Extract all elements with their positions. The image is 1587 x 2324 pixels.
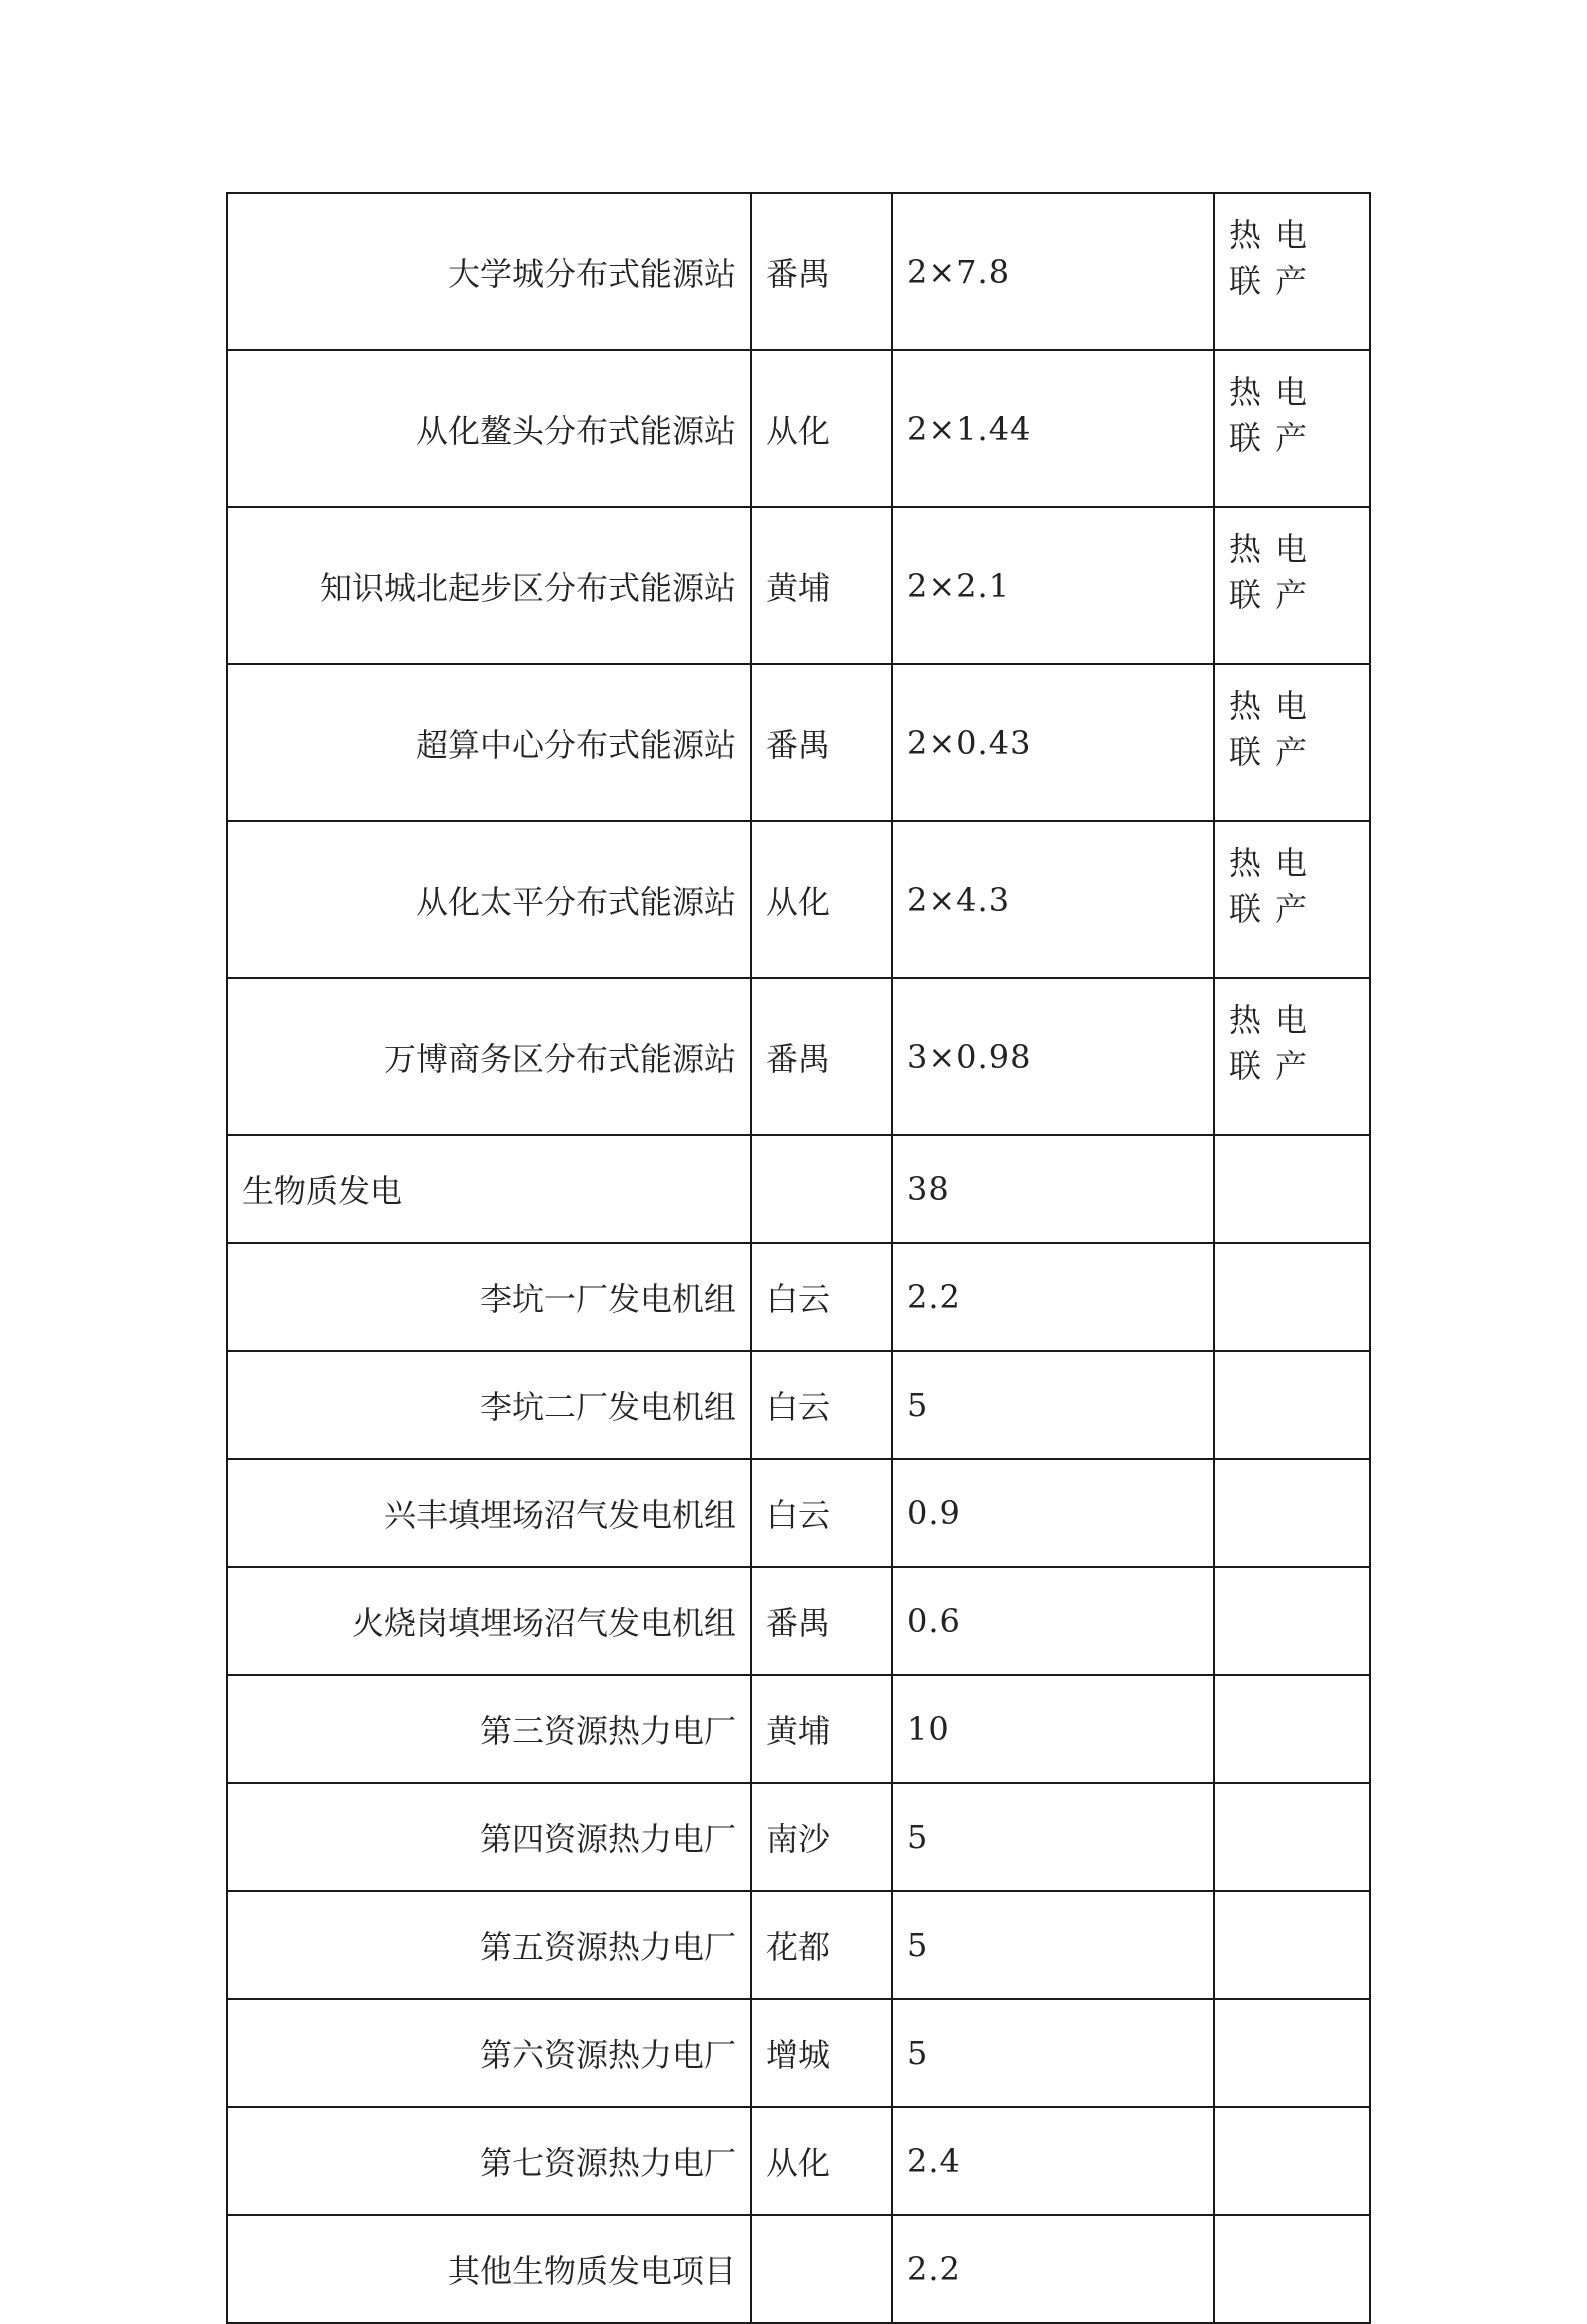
capacity-cell: 5 (892, 1783, 1214, 1891)
station-name-cell: 第七资源热力电厂 (227, 2107, 751, 2215)
capacity-cell: 0.9 (892, 1459, 1214, 1567)
station-name-cell: 万博商务区分布式能源站 (227, 978, 751, 1135)
capacity-cell: 5 (892, 1891, 1214, 1999)
district-cell: 番禺 (751, 978, 892, 1135)
note-cell (1214, 1999, 1370, 2107)
district-cell: 南沙 (751, 1783, 892, 1891)
station-name-cell: 第六资源热力电厂 (227, 1999, 751, 2107)
note-cell (1214, 1135, 1370, 1243)
capacity-cell: 0.6 (892, 1567, 1214, 1675)
capacity-cell: 2×4.3 (892, 821, 1214, 978)
capacity-cell: 2×7.8 (892, 193, 1214, 350)
table-row (227, 2215, 1370, 2323)
district-cell: 黄埔 (751, 507, 892, 664)
capacity-cell: 3×0.98 (892, 978, 1214, 1135)
capacity-cell: 2×1.44 (892, 350, 1214, 507)
table-row (227, 193, 1370, 350)
station-name-cell: 第三资源热力电厂 (227, 1675, 751, 1783)
capacity-cell: 2.2 (892, 2215, 1214, 2323)
district-cell (751, 2215, 892, 2323)
station-name-cell: 李坑二厂发电机组 (227, 1351, 751, 1459)
district-cell: 增城 (751, 1999, 892, 2107)
capacity-cell: 2.2 (892, 1243, 1214, 1351)
table-row (227, 978, 1370, 1135)
note-cell (1214, 1783, 1370, 1891)
station-name-cell: 超算中心分布式能源站 (227, 664, 751, 821)
district-cell: 白云 (751, 1351, 892, 1459)
note-cell (1214, 1351, 1370, 1459)
table-row (227, 1135, 1370, 1243)
station-name-cell: 从化太平分布式能源站 (227, 821, 751, 978)
capacity-cell: 38 (892, 1135, 1214, 1243)
note-cell: 热电联产 (1214, 978, 1370, 1135)
note-cell (1214, 2215, 1370, 2323)
table-row (227, 1351, 1370, 1459)
table-row (227, 507, 1370, 664)
note-cell: 热电联产 (1214, 350, 1370, 507)
table-row (227, 1783, 1370, 1891)
note-cell: 热电联产 (1214, 664, 1370, 821)
station-name-cell: 其他生物质发电项目 (227, 2215, 751, 2323)
table-row (227, 1243, 1370, 1351)
station-name-cell: 大学城分布式能源站 (227, 193, 751, 350)
station-name-cell: 第五资源热力电厂 (227, 1891, 751, 1999)
table-row (227, 1891, 1370, 1999)
station-name-cell: 知识城北起步区分布式能源站 (227, 507, 751, 664)
district-cell: 从化 (751, 350, 892, 507)
district-cell: 从化 (751, 2107, 892, 2215)
table-row (227, 350, 1370, 507)
table-row (227, 664, 1370, 821)
district-cell (751, 1135, 892, 1243)
district-cell: 番禺 (751, 664, 892, 821)
note-cell: 热电联产 (1214, 821, 1370, 978)
table-row (227, 1459, 1370, 1567)
note-cell (1214, 1459, 1370, 1567)
note-cell (1214, 2107, 1370, 2215)
capacity-cell: 5 (892, 1999, 1214, 2107)
station-name-cell: 李坑一厂发电机组 (227, 1243, 751, 1351)
district-cell: 从化 (751, 821, 892, 978)
note-cell: 热电联产 (1214, 193, 1370, 350)
district-cell: 番禺 (751, 193, 892, 350)
table-body (227, 193, 1370, 2323)
note-cell (1214, 1891, 1370, 1999)
capacity-cell: 2×2.1 (892, 507, 1214, 664)
note-cell (1214, 1675, 1370, 1783)
note-cell (1214, 1567, 1370, 1675)
station-name-cell: 兴丰填埋场沼气发电机组 (227, 1459, 751, 1567)
station-name-cell: 生物质发电 (227, 1135, 751, 1243)
note-cell (1214, 1243, 1370, 1351)
table-row (227, 821, 1370, 978)
district-cell: 番禺 (751, 1567, 892, 1675)
station-name-cell: 第四资源热力电厂 (227, 1783, 751, 1891)
district-cell: 白云 (751, 1459, 892, 1567)
note-cell: 热电联产 (1214, 507, 1370, 664)
station-name-cell: 火烧岗填埋场沼气发电机组 (227, 1567, 751, 1675)
district-cell: 白云 (751, 1243, 892, 1351)
capacity-cell: 2.4 (892, 2107, 1214, 2215)
table-row (227, 1999, 1370, 2107)
station-name-cell: 从化鳌头分布式能源站 (227, 350, 751, 507)
district-cell: 黄埔 (751, 1675, 892, 1783)
capacity-cell: 2×0.43 (892, 664, 1214, 821)
table-row (227, 1567, 1370, 1675)
power-station-table (226, 192, 1371, 2324)
capacity-cell: 10 (892, 1675, 1214, 1783)
capacity-cell: 5 (892, 1351, 1214, 1459)
district-cell: 花都 (751, 1891, 892, 1999)
table-row (227, 1675, 1370, 1783)
table-row (227, 2107, 1370, 2215)
